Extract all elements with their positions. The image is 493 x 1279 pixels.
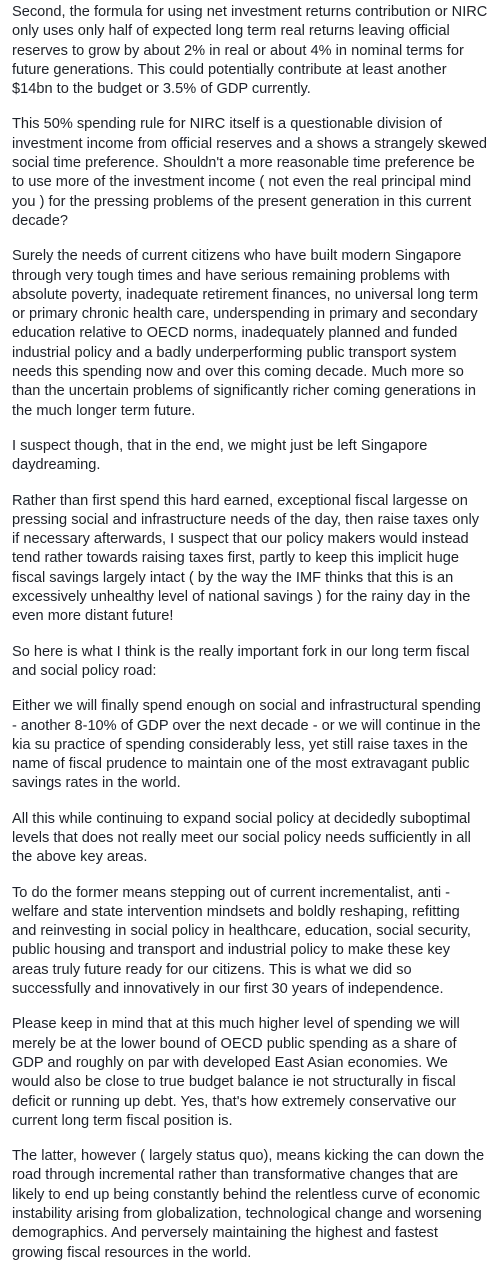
paragraph-9: To do the former means stepping out of current incrementalist, anti - welfare and state intervention mindsets and boldly reshaping, refitting and reinvesting in social policy in healthcare, education, social security, public housing and transport and industrial policy to make these key areas truly future ready for our citizens. This is what we did so successfully and innovatively in our first 30 years of independence. — [12, 884, 471, 998]
paragraph-2: This 50% spending rule for NIRC itself is a questionable division of investment income from official reserves and a shows a strangely skewed social time preference. Shouldn't a more reasonable time preference be to use more of the investment income ( not even the real principal mind you ) for the pressing problems of the present generation in this current decade? — [12, 116, 488, 229]
paragraph-4: I suspect though, that in the end, we might just be left Singapore daydreaming. — [12, 437, 428, 474]
paragraph-3: Surely the needs of current citizens who have built modern Singapore through very tough times and have serious remaining problems with absolute poverty, inadequate retirement finances, no universal long term or primary chronic health care, underspending in primary and secondary education relative to OECD norms, inadequately planned and funded industrial policy and a badly underperforming public transport system needs this spending now and over this coming decade. Much more so than the uncertain problems of significantly richer coming generations in the much longer term future. — [12, 248, 479, 419]
paragraph-8: All this while continuing to expand social policy at decidedly suboptimal levels that does not really meet our social policy needs sufficiently in all the above key areas. — [12, 810, 471, 866]
paragraph-11: The latter, however ( largely status quo), means kicking the can down the road through incremental rather than transformative changes that are likely to end up being constantly behind the relentless curve of economic instability arising from globalization, technological change and worsening demographics. And perversely maintaining the highest and fastest growing fiscal resources in the world. — [12, 1148, 485, 1261]
paragraph-1: Second, the formula for using net investment returns contribution or NIRC only uses only half of expected long term real returns leaving official reserves to grow by about 2% in real or about 4% in nominal terms for future generations. This could potentially contribute at least another $14bn to the budget or 3.5% of GDP currently. — [12, 4, 488, 98]
paragraph-10: Please keep in mind that at this much higher level of spending we will merely be at the lower bound of OECD public spending as a share of GDP and roughly on par with developed East Asian economies. We would also be close to true budget balance ie not structurally in fiscal deficit or running up debt. Yes, that's how extremely conservative our current long term fiscal position is. — [12, 1016, 460, 1129]
paragraph-7: Either we will finally spend enough on social and infrastructural spending - another 8-10% of GDP over the next decade - or we will continue in the kia su practice of spending considerably less, yet still raise taxes in the name of fiscal prudence to maintain one of the most extravagant public savings rates in the world. — [12, 698, 481, 792]
paragraph-6: So here is what I think is the really important fork in our long term fiscal and social policy road: — [12, 643, 470, 679]
post-body — [12, 3, 488, 1279]
paragraph-5: Rather than first spend this hard earned, exceptional fiscal largesse on pressing social and infrastructure needs of the day, then raise taxes only if necessary afterwards, I suspect that our policy makers would instead tend rather towards raising taxes first, partly to keep this implicit huge fiscal savings largely intact ( by the way the IMF thinks that this is an excessively unhealthy level of national savings ) for the rainy day in the even more distant future! — [12, 492, 479, 625]
